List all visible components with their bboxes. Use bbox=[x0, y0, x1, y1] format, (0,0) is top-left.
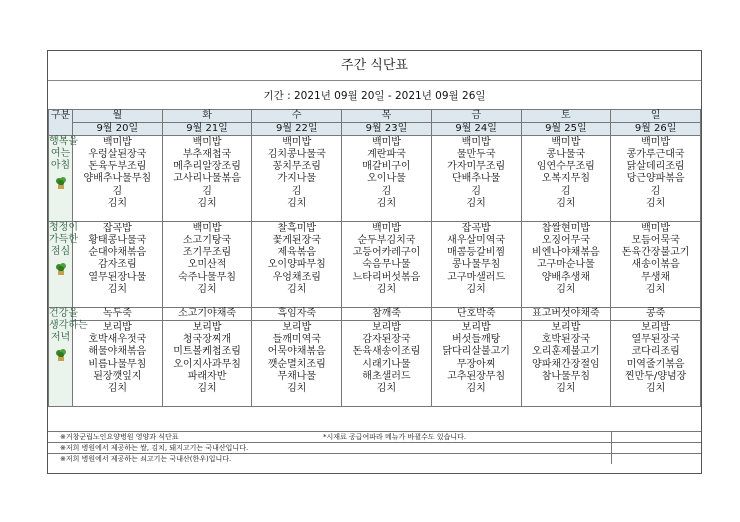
day-name: 화 bbox=[162, 110, 252, 123]
menu-item: 백미밥 bbox=[371, 137, 401, 149]
day-name: 목 bbox=[342, 110, 432, 123]
menu-item: 매갈비구이 bbox=[362, 161, 411, 173]
menu-cell bbox=[162, 136, 252, 222]
menu-item: 보리밥 bbox=[641, 322, 671, 334]
weekly-menu-table bbox=[48, 109, 701, 407]
menu-item: 김치 bbox=[197, 283, 217, 295]
menu-item: 백미밥 bbox=[282, 137, 312, 149]
porridge-item: 단호박죽 bbox=[431, 308, 521, 321]
menu-item: 김 bbox=[561, 185, 571, 197]
day-date: 9월 25일 bbox=[521, 123, 611, 136]
menu-item: 꽁치무조림 bbox=[272, 161, 321, 173]
menu-item: 비엔나야채볶음 bbox=[532, 247, 600, 259]
menu-item: 오이양파무침 bbox=[267, 259, 326, 271]
period-text: 기간 : 2021년 09월 20일 - 2021년 09월 26일 bbox=[263, 90, 486, 102]
meal-label-line: 건강을 bbox=[49, 308, 78, 320]
plant-icon bbox=[54, 176, 68, 190]
plant-icon bbox=[54, 348, 68, 362]
menu-item: 돈육새송이조림 bbox=[352, 346, 421, 358]
day-name: 일 bbox=[611, 110, 701, 123]
menu-item: 오미산적 bbox=[187, 259, 227, 271]
menu-item: 찰흑미밥 bbox=[277, 223, 317, 235]
menu-item: 김치 bbox=[197, 382, 217, 394]
menu-item: 순두부김치국 bbox=[357, 235, 416, 247]
menu-item: 모듬어묵국 bbox=[631, 235, 680, 247]
menu-item: 김치 bbox=[107, 283, 128, 295]
plant-icon bbox=[54, 262, 68, 276]
menu-item: 해물야채볶음 bbox=[88, 346, 147, 358]
meal-label bbox=[49, 308, 88, 407]
note-right-cell bbox=[611, 442, 701, 453]
menu-item: 순대야채볶음 bbox=[88, 247, 147, 259]
porridge-item: 표고버섯야채죽 bbox=[521, 308, 611, 321]
menu-item: 오복지무침 bbox=[541, 173, 591, 185]
meal-row bbox=[49, 321, 701, 407]
menu-item: 김치 bbox=[107, 197, 128, 209]
porridge-item: 콩죽 bbox=[611, 308, 701, 321]
menu-item: 김치 bbox=[556, 382, 576, 394]
menu-item: 시래기나물 bbox=[362, 358, 411, 370]
menu-item: 메추리알장조림 bbox=[173, 161, 241, 173]
menu-cell bbox=[73, 136, 163, 222]
menu-item: 김치 bbox=[197, 197, 217, 209]
menu-cell bbox=[521, 321, 611, 407]
meal-label-line: 청정이 bbox=[49, 222, 78, 234]
menu-item: 백미밥 bbox=[641, 137, 671, 149]
menu-item: 김치 bbox=[287, 382, 307, 394]
porridge-item: 흑임자죽 bbox=[252, 308, 342, 321]
menu-item: 무생채 bbox=[641, 271, 671, 283]
menu-item: 감자된장국 bbox=[362, 334, 411, 346]
menu-item: 오징어무국 bbox=[541, 235, 591, 247]
menu-item: 오이나물 bbox=[367, 173, 406, 185]
menu-item: 호박새우젓국 bbox=[88, 334, 147, 346]
menu-cell bbox=[431, 136, 521, 222]
menu-item: 오이지사과무침 bbox=[173, 358, 241, 370]
menu-item: 고구마샐러드 bbox=[447, 271, 506, 283]
menu-item: 계란파국 bbox=[367, 149, 406, 161]
menu-cell bbox=[162, 222, 252, 308]
menu-cell bbox=[521, 136, 611, 222]
menu-item: 황태콩나물국 bbox=[88, 235, 147, 247]
menu-item: 닭살데리조림 bbox=[626, 161, 685, 173]
menu-item: 고구마순나물 bbox=[536, 259, 595, 271]
menu-item: 김치콩나물국 bbox=[267, 149, 326, 161]
menu-item: 김치 bbox=[287, 197, 307, 209]
menu-item: 당근양파볶음 bbox=[626, 173, 685, 185]
menu-item: 새송이볶음 bbox=[631, 259, 680, 271]
menu-cell bbox=[252, 222, 342, 308]
porridge-row bbox=[49, 308, 701, 321]
note-extra-text: *시재료 공급여파라 메뉴가 바뀔수도 있습니다. bbox=[323, 433, 467, 441]
menu-item: 콩나물무침 bbox=[452, 259, 501, 271]
porridge-item: 참깨죽 bbox=[342, 308, 432, 321]
menu-item: 참나물무침 bbox=[541, 370, 591, 382]
menu-item: 감자조림 bbox=[98, 259, 137, 271]
meal-label bbox=[49, 222, 78, 308]
menu-item: 김치 bbox=[645, 197, 666, 209]
menu-item: 김 bbox=[291, 185, 302, 197]
menu-item: 김 bbox=[650, 185, 661, 197]
day-name: 월 bbox=[73, 110, 163, 123]
menu-item: 미역줄기볶음 bbox=[626, 358, 685, 370]
menu-item: 된장깻잎지 bbox=[93, 370, 142, 382]
menu-item: 콩나물국 bbox=[546, 149, 586, 161]
date-header-row bbox=[49, 123, 701, 136]
menu-item: 보리밥 bbox=[371, 322, 401, 334]
menu-item: 매콤등갈비찜 bbox=[447, 247, 506, 259]
menu-item: 청국장찌개 bbox=[182, 334, 232, 346]
note-2 bbox=[48, 442, 611, 453]
menu-item: 코다리조림 bbox=[631, 346, 680, 358]
menu-item: 호박된장국 bbox=[541, 334, 591, 346]
menu-item: 단배추나물 bbox=[452, 173, 501, 185]
menu-item: 고추된장무침 bbox=[447, 370, 506, 382]
menu-item: 고등어카레구이 bbox=[352, 247, 421, 259]
menu-item: 백미밥 bbox=[461, 137, 491, 149]
menu-item: 무장아찌 bbox=[456, 358, 496, 370]
menu-item: 백미밥 bbox=[641, 223, 671, 235]
menu-cell bbox=[73, 222, 163, 308]
menu-item: 열무된장나물 bbox=[88, 271, 147, 283]
menu-item: 소고기탕국 bbox=[182, 235, 232, 247]
menu-item: 어묵야채볶음 bbox=[267, 346, 326, 358]
menu-item: 찹쌀현미밥 bbox=[541, 223, 591, 235]
menu-cell bbox=[431, 321, 521, 407]
menu-item: 양배추나물무침 bbox=[83, 173, 152, 185]
menu-item: 가지나물 bbox=[277, 173, 317, 185]
menu-cell bbox=[342, 136, 432, 222]
menu-item: 보리밥 bbox=[461, 322, 491, 334]
menu-item: 백미밥 bbox=[102, 137, 132, 149]
menu-item: 김치 bbox=[376, 197, 397, 209]
menu-item: 숙주나물무침 bbox=[178, 271, 237, 283]
menu-item: 무채나물 bbox=[277, 370, 317, 382]
menu-item: 열무된장국 bbox=[631, 334, 680, 346]
menu-item: 제육볶음 bbox=[277, 247, 317, 259]
menu-item: 김치 bbox=[556, 283, 576, 295]
porridge-item: 소고기야채죽 bbox=[162, 308, 252, 321]
menu-item: 양배추생채 bbox=[541, 271, 591, 283]
menu-item: 잡곡밥 bbox=[102, 223, 132, 235]
day-date: 9월 24일 bbox=[431, 123, 521, 136]
note-right-cell bbox=[611, 453, 701, 464]
note-2-text: ※저희 병원에서 제공하는 쌀, 김치, 돼지고기는 국내산입니다. bbox=[60, 444, 249, 452]
menu-item: 잡곡밥 bbox=[461, 223, 491, 235]
menu-item: 오리훈제불고기 bbox=[532, 346, 600, 358]
menu-item: 들깨미역국 bbox=[272, 334, 321, 346]
day-date: 9월 21일 bbox=[162, 123, 252, 136]
menu-item: 돈육간장불고기 bbox=[621, 247, 690, 259]
menu-cell bbox=[342, 321, 432, 407]
menu-cell bbox=[73, 321, 163, 407]
menu-item: 김치 bbox=[466, 197, 486, 209]
menu-cell bbox=[342, 222, 432, 308]
menu-item: 보리밥 bbox=[192, 322, 222, 334]
menu-item: 보리밥 bbox=[102, 322, 132, 334]
note-1-text: ※거창군립노인요양병원 영양과 식단표 bbox=[60, 433, 179, 441]
menu-item: 돈육두부조림 bbox=[88, 161, 147, 173]
day-date: 9월 23일 bbox=[342, 123, 432, 136]
porridge-item: 녹두죽 bbox=[73, 308, 163, 321]
menu-item: 우엉채조림 bbox=[272, 271, 321, 283]
menu-item: 부추재첩국 bbox=[182, 149, 232, 161]
menu-item: 미트볼케첩조림 bbox=[173, 346, 241, 358]
menu-item: 백미밥 bbox=[371, 223, 401, 235]
gubun-label: 구분 bbox=[49, 110, 73, 136]
menu-item: 고사리나물볶음 bbox=[173, 173, 241, 185]
menu-cell bbox=[611, 321, 701, 407]
menu-item: 해초샐러드 bbox=[362, 370, 411, 382]
note-1 bbox=[48, 431, 611, 442]
menu-item: 꽃게된장국 bbox=[272, 235, 321, 247]
meal-label-line: 점심 bbox=[50, 246, 71, 258]
meal-label-line: 여는 bbox=[50, 148, 71, 160]
menu-item: 콩가루근대국 bbox=[626, 149, 685, 161]
day-header-row bbox=[49, 110, 701, 123]
menu-item: 김치 bbox=[645, 382, 666, 394]
meal-row bbox=[49, 222, 701, 308]
menu-item: 물만두국 bbox=[456, 149, 496, 161]
menu-item: 우렁살된장국 bbox=[88, 149, 147, 161]
menu-item: 김치 bbox=[556, 197, 576, 209]
menu-item: 파래자반 bbox=[187, 370, 227, 382]
menu-item: 백미밥 bbox=[192, 137, 222, 149]
menu-item: 김치 bbox=[376, 382, 397, 394]
menu-cell bbox=[431, 222, 521, 308]
day-date: 9월 20일 bbox=[73, 123, 163, 136]
menu-item: 찐만두/양념장 bbox=[624, 370, 687, 382]
menu-item: 김치 bbox=[107, 382, 128, 394]
menu-item: 김 bbox=[112, 185, 123, 197]
menu-item: 보리밥 bbox=[551, 322, 581, 334]
menu-sheet bbox=[47, 50, 702, 474]
menu-item: 임연수무조림 bbox=[536, 161, 595, 173]
menu-cell bbox=[252, 136, 342, 222]
meal-label-line: 저녁 bbox=[50, 332, 71, 344]
menu-item: 김치 bbox=[287, 283, 307, 295]
note-right-cell bbox=[611, 431, 701, 442]
menu-cell bbox=[521, 222, 611, 308]
meal-label-line: 아침 bbox=[50, 160, 71, 172]
menu-item: 가자미무조림 bbox=[447, 161, 506, 173]
page-title: 주간 식단표 bbox=[48, 51, 701, 81]
meal-label-line: 생각하는 bbox=[49, 320, 88, 332]
day-name: 토 bbox=[521, 110, 611, 123]
menu-item: 김 bbox=[381, 185, 392, 197]
menu-item: 백미밥 bbox=[192, 223, 222, 235]
menu-item: 김치 bbox=[645, 283, 666, 295]
menu-item: 김치 bbox=[376, 283, 397, 295]
meal-label-line: 행복을 bbox=[49, 136, 78, 148]
menu-item: 김 bbox=[471, 185, 481, 197]
menu-cell bbox=[611, 136, 701, 222]
menu-item: 보리밥 bbox=[282, 322, 312, 334]
meal-label-line: 가득한 bbox=[49, 234, 78, 246]
menu-item: 양파채간장절임 bbox=[532, 358, 600, 370]
day-date: 9월 26일 bbox=[611, 123, 701, 136]
menu-item: 느타리버섯볶음 bbox=[352, 271, 421, 283]
menu-item: 숙음무나물 bbox=[362, 259, 411, 271]
day-date: 9월 22일 bbox=[252, 123, 342, 136]
meal-label bbox=[49, 136, 78, 222]
menu-item: 새우살미역국 bbox=[447, 235, 506, 247]
menu-item: 버섯들깨탕 bbox=[452, 334, 501, 346]
menu-item: 비름나물무침 bbox=[88, 358, 147, 370]
menu-cell bbox=[611, 222, 701, 308]
note-3 bbox=[48, 453, 611, 464]
menu-cell bbox=[252, 321, 342, 407]
menu-item: 깻순멸치조림 bbox=[267, 358, 326, 370]
menu-cell bbox=[162, 321, 252, 407]
menu-item: 김치 bbox=[466, 382, 486, 394]
menu-item: 김치 bbox=[466, 283, 486, 295]
menu-item: 조기무조림 bbox=[182, 247, 232, 259]
menu-item: 김 bbox=[202, 185, 212, 197]
menu-item: 백미밥 bbox=[551, 137, 581, 149]
menu-item: 닭다리살불고기 bbox=[442, 346, 510, 358]
note-3-text: ※저희 병원에서 제공하는 쇠고기는 국내산(한우)입니다. bbox=[60, 455, 232, 463]
meal-row bbox=[49, 136, 701, 222]
day-name: 금 bbox=[431, 110, 521, 123]
day-name: 수 bbox=[252, 110, 342, 123]
